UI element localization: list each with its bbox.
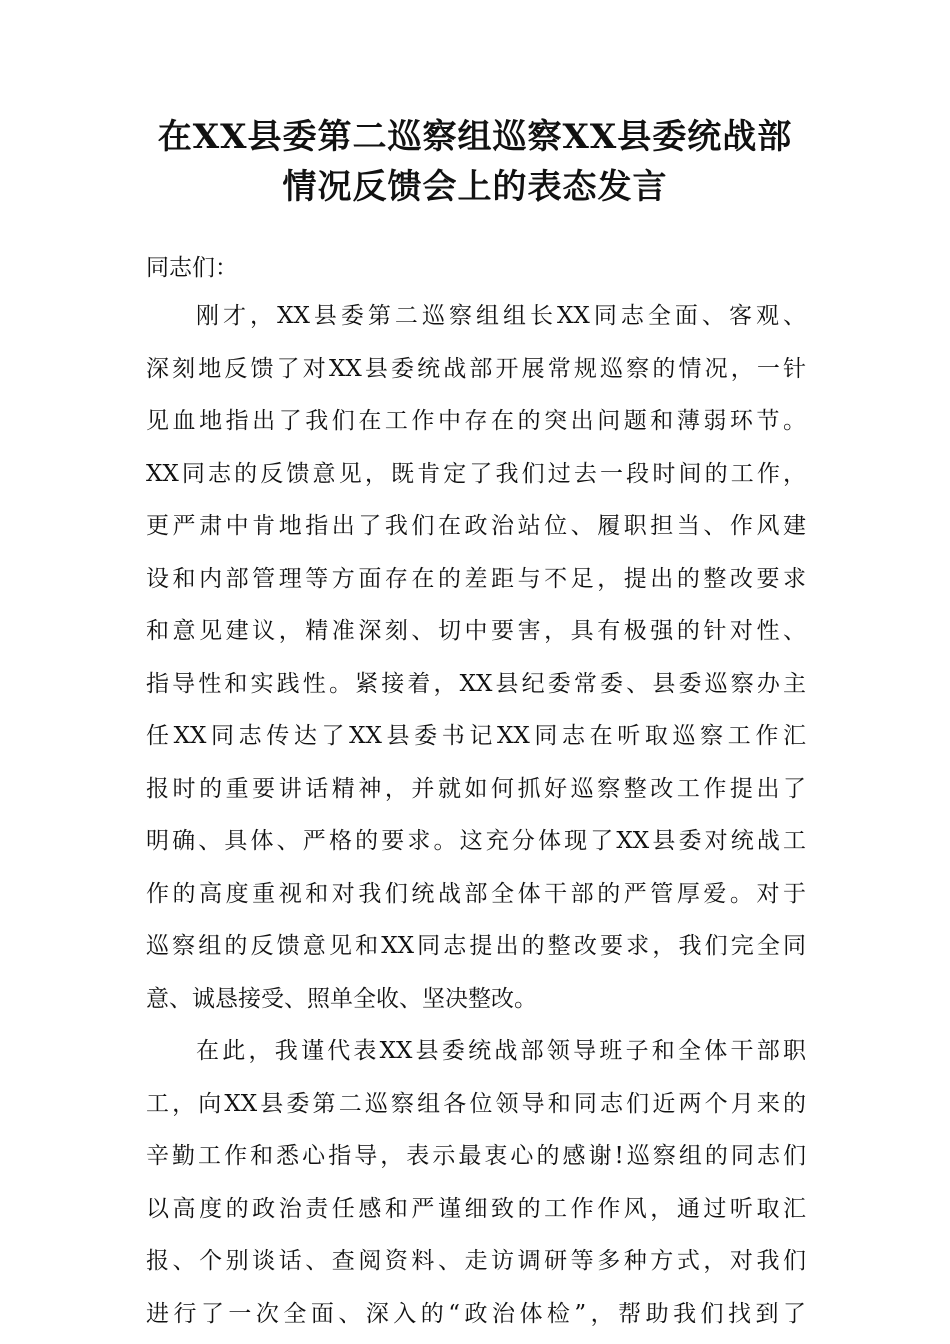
- paragraph-line: 见血地指出了我们在工作中存在的突出问题和薄弱环节。: [146, 408, 806, 434]
- paragraph-line: 深刻地反馈了对XX县委统战部开展常规巡察的情况，一针: [146, 355, 806, 382]
- paragraph-line: 巡察组的反馈意见和XX同志提出的整改要求，我们完全同: [146, 933, 806, 959]
- paragraph-line: 工，向XX县委第二巡察组各位领导和同志们近两个月来的: [146, 1090, 806, 1117]
- paragraph-2: [146, 1025, 806, 1340]
- paragraph-line: 作的高度重视和对我们统战部全体干部的严管厚爱。对于: [146, 880, 806, 907]
- paragraph-1: [146, 290, 806, 1025]
- salutation: 同志们：: [146, 255, 238, 281]
- document-body: [146, 224, 806, 1340]
- paragraph-line: 指导性和实践性。紧接着，XX县纪委常委、县委巡察办主: [146, 670, 806, 697]
- paragraph-line: 进行了一次全面、深入的“政治体检”，帮助我们找到了: [146, 1300, 806, 1327]
- paragraph-line: 更严肃中肯地指出了我们在政治站位、履职担当、作风建: [146, 513, 806, 539]
- paragraph-line: 在此，我谨代表XX县委统战部领导班子和全体干部职: [196, 1038, 806, 1064]
- document-title: [120, 112, 830, 212]
- paragraph-line: 任XX同志传达了XX县委书记XX同志在听取巡察工作汇: [146, 723, 806, 749]
- paragraph-line: 以高度的政治责任感和严谨细致的工作作风，通过听取汇: [146, 1195, 806, 1222]
- paragraph-line: 刚才，XX县委第二巡察组组长XX同志全面、客观、: [196, 303, 806, 329]
- paragraph-line: 设和内部管理等方面存在的差距与不足，提出的整改要求: [146, 565, 806, 592]
- paragraph-line: 辛勤工作和悉心指导，表示最衷心的感谢!巡察组的同志们: [146, 1143, 806, 1169]
- paragraph-line: 明确、具体、严格的要求。这充分体现了XX县委对统战工: [146, 828, 806, 854]
- title-line-1: 在XX县委第二巡察组巡察XX县委统战部: [157, 117, 793, 157]
- paragraph-line: 意、诚恳接受、照单全收、坚决整改。: [146, 985, 537, 1012]
- paragraph-line: XX同志的反馈意见，既肯定了我们过去一段时间的工作，: [146, 460, 806, 487]
- paragraph-line: 报、个别谈话、查阅资料、走访调研等多种方式，对我们: [146, 1248, 806, 1274]
- paragraph-line: 报时的重要讲话精神，并就如何抓好巡察整改工作提出了: [146, 775, 806, 802]
- paragraph-line: 和意见建议，精准深刻、切中要害，具有极强的针对性、: [146, 618, 806, 644]
- title-line-2: 情况反馈会上的表态发言: [282, 167, 668, 207]
